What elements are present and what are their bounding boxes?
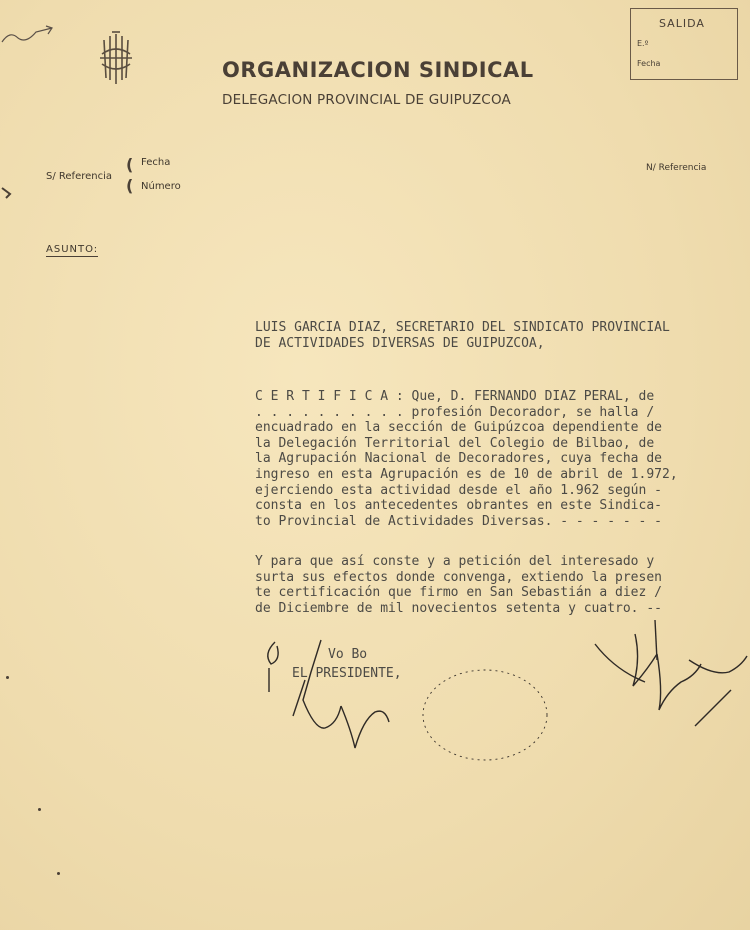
text-line: encuadrado en la sección de Guipúzcoa dependiente de: [255, 420, 662, 436]
text-line: LUIS GARCIA DIAZ, SECRETARIO DEL SINDICATO PROVINCIAL: [255, 320, 670, 335]
organization-subtitle: DELEGACION PROVINCIAL DE GUIPUZCOA: [222, 92, 511, 108]
text-line: DE ACTIVIDADES DIVERSAS DE GUIPUZCOA,: [255, 335, 545, 351]
salida-date-label: Fecha: [637, 59, 661, 68]
text-line: ingreso en esta Agrupación es de 10 de abril de 1.972,: [255, 466, 678, 482]
closing-paragraph: [255, 554, 662, 616]
organization-title: ORGANIZACION SINDICAL: [222, 58, 534, 82]
punch-dot: [6, 676, 9, 679]
intro-paragraph: [255, 320, 670, 351]
stray-mark-icon: [0, 186, 20, 200]
stray-pen-mark-icon: [0, 20, 60, 50]
punch-dot: [38, 808, 41, 811]
text-line: la Delegación Territorial del Colegio de Bilbao, de: [255, 435, 655, 451]
president-label: EL PRESIDENTE,: [292, 666, 402, 681]
punch-dot: [57, 872, 60, 875]
text-line: surta sus efectos donde convenga, extiendo la presen: [255, 569, 662, 585]
salida-stamp-box: [630, 8, 738, 80]
text-line: ejerciendo esta actividad desde el año 1.962 según -: [255, 482, 662, 498]
text-line: te certificación que firmo en San Sebastián a diez /: [255, 585, 662, 601]
brace-mark: (: [126, 155, 134, 174]
salida-number-label: E.º: [637, 39, 649, 48]
text-line: to Provincial de Actividades Diversas. - - - - - - -: [255, 513, 662, 529]
text-line: Y para que así conste y a petición del interesado y: [255, 554, 655, 569]
text-line: . . . . . . . . . . profesión Decorador, se halla /: [255, 404, 655, 420]
vobo-label: Vo Bo: [328, 647, 368, 662]
date-label: Fecha: [141, 157, 171, 168]
text-line: la Agrupación Nacional de Decoradores, cuya fecha de: [255, 451, 662, 467]
handwritten-signatures: [255, 620, 750, 780]
brace-mark: (: [126, 176, 134, 195]
your-reference-label: S/ Referencia: [46, 171, 113, 182]
our-reference-label: N/ Referencia: [646, 163, 707, 173]
text-line: consta en los antecedentes obrantes en este Sindica-: [255, 498, 662, 514]
certifica-paragraph: [255, 389, 678, 529]
yoke-arrows-emblem-icon: [96, 30, 136, 88]
subject-label: ASUNTO:: [46, 244, 99, 255]
salida-title: SALIDA: [659, 17, 705, 30]
text-line: de Diciembre de mil novecientos setenta y cuatro. --: [255, 600, 662, 616]
text-line: C E R T I F I C A : Que, D. FERNANDO DIAZ PERAL, de: [255, 389, 655, 404]
number-label: Número: [141, 181, 181, 192]
